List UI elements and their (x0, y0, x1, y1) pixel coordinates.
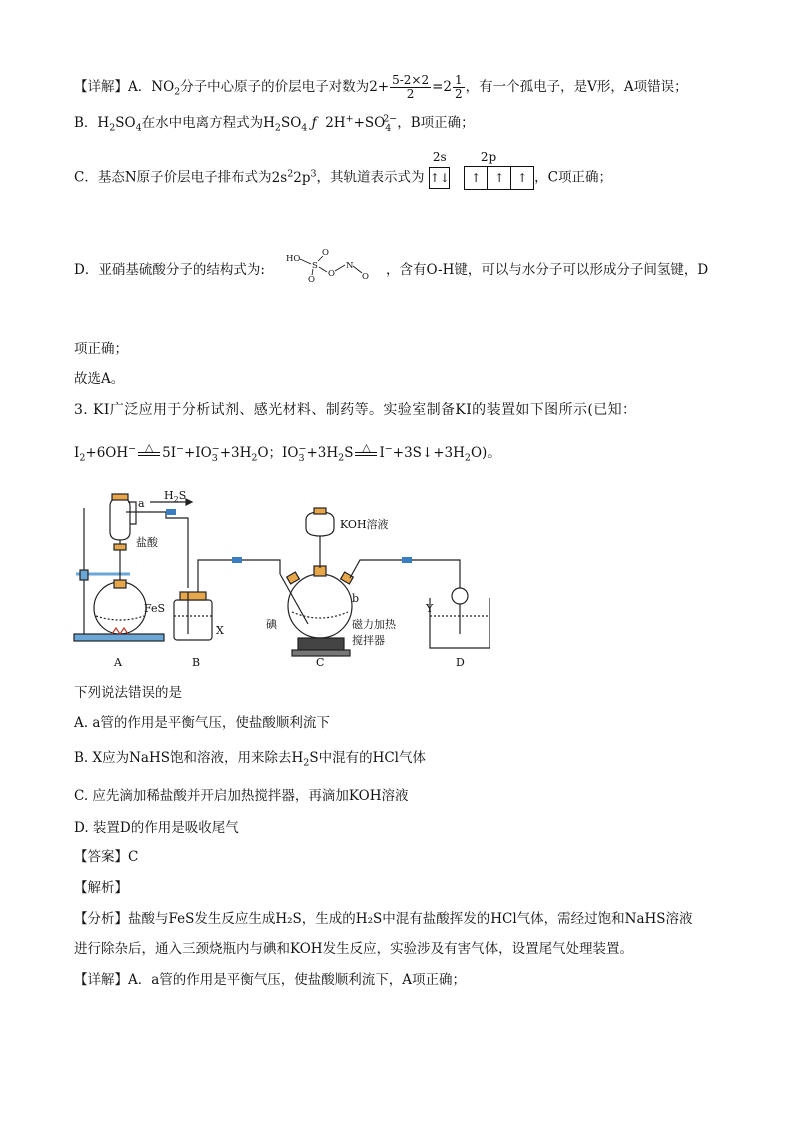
explanation-option-d-end: 项正确； (74, 341, 128, 357)
reaction-1: $I_2+6OH^-$ △ $5I^-+IO_3^-+3H_2O$ (74, 441, 269, 464)
answer: 【答案】C (74, 849, 139, 865)
apparatus-figure (70, 488, 490, 673)
no2-formula: $NO_2$ (151, 79, 181, 98)
atom-o-mid: O (328, 269, 335, 279)
explanation-option-b: B．$H_2SO_4$在水中电离方程式为$H_2SO_4$ ƒ $2H^++SO_4^{2-}$，B项正确； (74, 113, 475, 134)
question-prompt: 下列说法错误的是 (74, 685, 182, 701)
atom-n: N (346, 261, 354, 271)
label-stirrer-2: 搅拌器 (352, 634, 385, 647)
orbital-box-2p: ↑ (517, 171, 528, 185)
analysis-line-2: 进行除杂后，通入三颈烧瓶内与碘和KOH发生反应，实验涉及有害气体，设置尾气处理装置。 (74, 941, 634, 957)
structural-formula (286, 246, 382, 286)
h2so4-formula: $H_2SO_4$ (97, 115, 142, 134)
detail-line: 【详解】A．a管的作用是平衡气压，使盐酸顺利流下，A项正确； (74, 972, 467, 988)
atom-o-top: O (322, 248, 329, 258)
h2s-formula: $H_2S$ (291, 750, 319, 769)
label-h2s: $H_2S$ (164, 489, 187, 504)
label-koh: KOH溶液 (340, 518, 389, 531)
label-stirrer-1: 磁力加热 (352, 618, 396, 631)
option-c: C. 应先滴加稀盐酸并开启加热搅拌器，再滴加KOH溶液 (74, 788, 409, 804)
option-a: A. a管的作用是平衡气压，使盐酸顺利流下 (74, 715, 330, 731)
label-b: b (352, 592, 360, 605)
atom-o-bottom: O (308, 275, 315, 285)
detail-tag: 【详解】A． (74, 79, 152, 95)
orbital-box-2p: ↑ (488, 167, 511, 189)
label-apparatus-c: C (316, 656, 325, 669)
analysis-tag: 【解析】 (74, 880, 128, 896)
atom-ho: HO (286, 254, 301, 264)
label-apparatus-b: B (192, 656, 201, 669)
analysis-line-1: 【分析】盐酸与FeS发生反应生成H₂S，生成的H₂S中混有盐酸挥发的HCl气体，需经过饱和NaHS溶液 (74, 911, 693, 927)
orbital-box-2p: ↑ (465, 167, 488, 189)
reaction-2: $IO_3^-+3H_2S$ △ $I^-+3S↓+3H_2O$ (282, 441, 483, 464)
label-y: Y (426, 602, 434, 615)
option-b: B. X应为NaHS饱和溶液，用来除去$H_2S$中混有的HCl气体 (74, 750, 426, 769)
explanation-option-a: 【详解】A．$NO_2$分子中心原子的价层电子对数为2+ $\frac{5-2\times 2}{2}$ =2 $\frac{1}{2}$ ，有一个孤电子，是V形，A项错误； (74, 73, 688, 101)
question-3-intro: 3. KI广泛应用于分析试剂、感光材料、制药等。实验室制备KI的装置如下图所示(已知： (74, 402, 637, 418)
label-a: a (138, 497, 145, 510)
orbital-diagram (429, 150, 534, 190)
orbital-label-2p: 2p (480, 150, 497, 164)
explanation-option-d: D．亚硝基硫酸分子的结构式为: (74, 262, 265, 278)
label-apparatus-a: A (114, 656, 122, 669)
label-fes: FeS (144, 602, 166, 615)
atom-s: S (312, 261, 318, 271)
mixed-fraction: $\frac{1}{2}$ (455, 73, 463, 101)
orbital-group-2p (464, 166, 534, 190)
fraction: $\frac{5-2\times 2}{2}$ (392, 73, 430, 101)
label-iodine: 碘 (266, 618, 277, 631)
explanation-option-c: C．基态N原子价层电子排布式为$2s^22p^3$，其轨道表示式为 2s ↑↓ 2p ↑ ↑ ↑ ，C项正确； (74, 166, 612, 190)
label-hydrochloric-acid: 盐酸 (136, 536, 158, 549)
option-d: D. 装置D的作用是吸收尾气 (74, 820, 239, 836)
orbital-label-2s: 2s (432, 150, 447, 164)
label-x: X (216, 624, 224, 637)
answer-choice-line: 故选A。 (74, 371, 125, 387)
ionization-equation: $H_2SO_4$ ƒ $2H^++SO_4^{2-}$ (263, 113, 398, 134)
orbital-box-2s: ↑↓ (429, 167, 450, 189)
explanation-option-d-cont: ，含有O-H键，可以与水分子可以形成分子间氢键，D (386, 262, 709, 278)
electron-config: $2s^22p^3$ (271, 168, 317, 186)
atom-o-end: O (362, 272, 369, 282)
question-3-equations: $I_2+6OH^-$ △ $5I^-+IO_3^-+3H_2O$；$IO_3^-+3H_2S$ △ $I^-+3S↓+3H_2O$)。 (74, 441, 501, 464)
label-apparatus-d: D (456, 656, 465, 669)
